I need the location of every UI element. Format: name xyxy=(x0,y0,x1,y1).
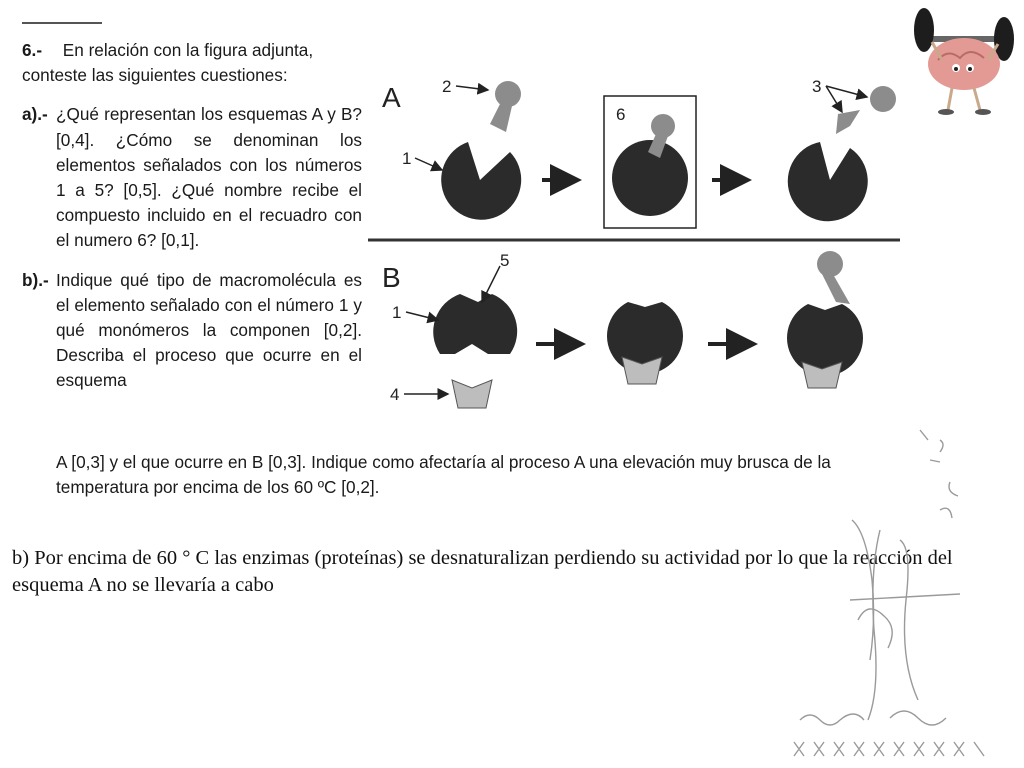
pointer-1-a xyxy=(415,158,442,170)
signature-sketch-icon xyxy=(780,420,1020,760)
pointer-1-b xyxy=(406,312,438,320)
enzyme-figure xyxy=(360,62,905,442)
label-4: 4 xyxy=(390,385,400,404)
pointer-2 xyxy=(456,86,488,90)
substrate-icon xyxy=(495,81,521,107)
part-b xyxy=(22,268,362,394)
product-fragment-icon xyxy=(836,110,860,134)
label-2: 2 xyxy=(442,77,452,96)
top-rule xyxy=(22,22,102,24)
answer-text: b) Por encima de 60 ° C las enzimas (proteínas) se desnaturalizan perdiendo su actividad por lo que la reacción del esquema A no se llevaría a cabo xyxy=(12,547,953,596)
brain-weightlifter-icon xyxy=(908,2,1020,120)
label-1-b: 1 xyxy=(392,303,402,322)
part-b-continued: A [0,3] y el que ocurre en B [0,3]. Indique como afectaría al proceso A una elevación muy brusca de la temperatura por encima de los 60 ºC [0,2]. xyxy=(56,452,831,498)
label-6: 6 xyxy=(616,105,626,124)
label-5: 5 xyxy=(500,251,510,270)
inactive-enzyme-icon xyxy=(787,304,863,376)
enzyme-icon xyxy=(441,142,521,220)
effector-icon xyxy=(452,380,492,408)
unbound-substrate-icon xyxy=(817,251,843,277)
question-number: 6.- xyxy=(22,40,43,60)
question-header xyxy=(22,38,362,88)
product-icon xyxy=(870,86,896,112)
question-block xyxy=(22,38,362,394)
substrate-tail-icon xyxy=(490,104,512,132)
label-3: 3 xyxy=(812,77,822,96)
part-a-text: ¿Qué representan los esquemas A y B? [0,4]. ¿Cómo se denominan los elementos señalados con los números 1 a 5? [0,5]. ¿Qué nombre recibe el compuesto incluido en el recuadro con el numero 6? [0,1]. xyxy=(56,104,362,251)
question-intro: En relación con la figura adjunta, conteste las siguientes cuestiones: xyxy=(22,40,314,86)
allosteric-enzyme-icon xyxy=(433,294,517,354)
part-a xyxy=(22,102,362,253)
part-b-text: Indique qué tipo de macromolécula es el elemento señalado con el número 1 y qué monómeros la componen [0,2]. Describa el proceso que ocurre en el esquema xyxy=(56,269,362,391)
bound-substrate-icon xyxy=(651,114,675,138)
unbound-substrate-tail-icon xyxy=(822,274,850,304)
part-b-label: b).- xyxy=(22,269,49,290)
part-a-label: a).- xyxy=(22,104,48,125)
label-1-a: 1 xyxy=(402,149,412,168)
free-enzyme-icon xyxy=(788,142,868,221)
scheme-b-label: B xyxy=(382,262,401,293)
scheme-a-label: A xyxy=(382,82,401,113)
